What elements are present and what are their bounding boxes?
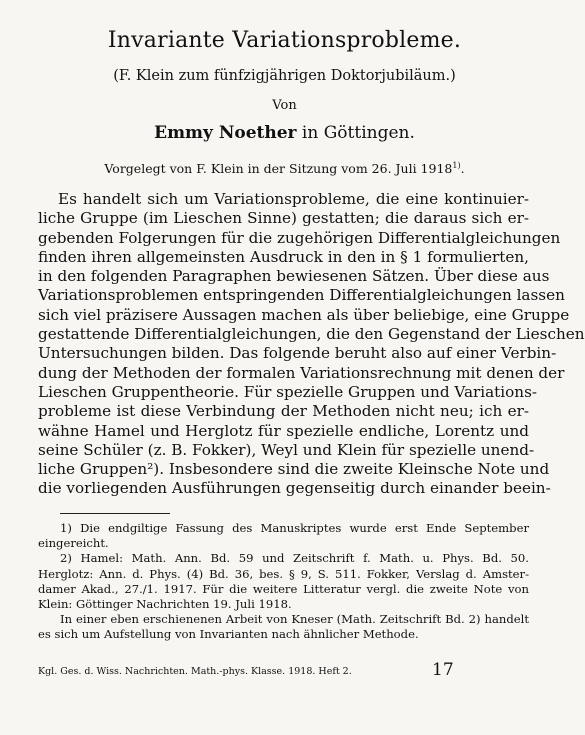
footnote-line: 2) Hamel: Math. Ann. Bd. 59 und Zeitschrift f. Math. u. Phys. Bd. 50. [60,551,529,566]
body-line: in den folgenden Paragraphen bewiesenen Sätzen. Über diese aus [38,267,550,286]
footnotes [38,521,529,643]
footnote-line: Klein: Göttinger Nachrichten 19. Juli 1918. [38,596,292,611]
footnote-rule [60,513,170,514]
body-line: liche Gruppen²). Insbesondere sind die zweite Kleinsche Note und [38,460,550,479]
body-line: liche Gruppe (im Lieschen Sinne) gestatten; die daraus sich er- [38,209,529,228]
presented-note: Vorgelegt von F. Klein in der Sitzung vom 26. Juli 1918$^{1)}$. [104,161,465,177]
footnote-line: damer Akad., 27./1. 1917. Für die weitere Litteratur vergl. die zweite Note von [38,581,529,596]
author-line [0,123,569,143]
body-line: dung der Methoden der formalen Variationsrechnung mit denen der [38,363,565,382]
presented-text: Vorgelegt von F. Klein in der Sitzung vom 26. Juli 1918 [104,161,453,177]
body-line: sich viel präzisere Aussagen machen als über beliebige, eine Gruppe [38,305,570,324]
footnote-line: eingereicht. [38,536,109,551]
body-line: Untersuchungen bilden. Das folgende beruht also auf einer Verbin- [38,344,557,363]
footnote-line: Herglotz: Ann. d. Phys. (4) Bd. 36, bes. § 9, S. 511. Fokker, Verslag d. Amster- [38,566,529,581]
body-line: probleme ist diese Verbindung der Methoden nicht neu; ich er- [38,402,529,421]
presented-footnote-mark: 1) [452,161,461,170]
paper-subtitle: (F. Klein zum fünfzigjährigen Doktorjubiläum.) [113,68,456,84]
body-line: Variationsproblemen entspringenden Differentialgleichungen lassen [38,286,565,305]
page-footer [38,660,529,684]
body-line: Lieschen Gruppentheorie. Für spezielle Gruppen und Variations- [38,382,537,401]
body-line: gestattende Differentialgleichungen, die den Gegenstand der Lieschen [38,325,585,344]
page-number: 17 [432,660,454,680]
body-line: gebenden Folgerungen für die zugehörigen Differentialgleichungen [38,228,561,247]
journal-reference: Kgl. Ges. d. Wiss. Nachrichten. Math.-phys. Klasse. 1918. Heft 2. [38,666,352,677]
footnote-line: 1) Die endgiltige Fassung des Manuskriptes wurde erst Ende September [60,521,529,535]
footnote-line: In einer eben erschienenen Arbeit von Kneser (Math. Zeitschrift Bd. 2) handelt [60,612,529,627]
body-line: seine Schüler (z. B. Fokker), Weyl und Klein für spezielle unend- [38,440,535,459]
body-line: wähne Hamel und Herglotz für spezielle endliche, Lorentz und [38,421,529,440]
footnote-line: es sich um Aufstellung von Invarianten nach ähnlicher Methode. [38,627,419,642]
body-paragraph [38,190,585,499]
author-place: in Göttingen. [296,123,415,143]
body-line: Es handelt sich um Variationsprobleme, die eine kontinuier- [58,190,529,208]
body-line: finden ihren allgemeinsten Ausdruck in den in § 1 formulierten, [38,247,529,266]
author-name: Emmy Noether [154,123,297,143]
body-line: die vorliegenden Ausführungen gegenseitig durch einander beein- [38,479,551,498]
byline-von: Von [272,98,297,113]
paper-title: Invariante Variationsprobleme. [107,28,462,53]
